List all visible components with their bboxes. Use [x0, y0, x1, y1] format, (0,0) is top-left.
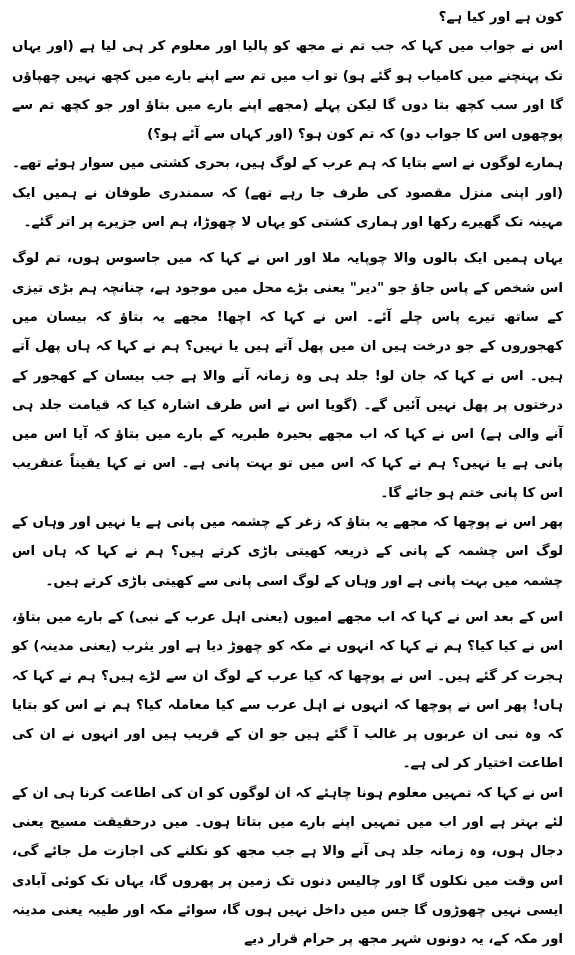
- paragraph-our-people: ہمارے لوگوں نے اسے بتایا کہ ہم عرب کے لوگ ہیں، بحری کشتی میں سوار ہوئے تھے۔ (اور اپنی منزل مقصود کی طرف جا رہے تھے) کہ سمندری طوفان نے ہمیں ایک مہینہ تک گھیرے رکھا اور ہماری کشتی کو یہاں لا چھوڑا، ہم اس جزیرے پر اتر گئے۔: [12, 156, 563, 231]
- paragraph-zughar-spring: پھر اس نے پوچھا کہ مجھے یہ بتاؤ کہ زغر کے چشمہ میں پانی ہے یا نہیں اور وہاں کے لوگ اس چشمہ کے پانی کے ذریعہ کھیتی باڑی کرتے ہیں؟ ہم نے کہا کہ ہاں اس چشمہ میں بہت پانی ہے اور وہاں کے لوگ اسی پانی سے کھیتی باڑی کرتے ہیں۔: [12, 515, 563, 589]
- paragraph-reply: اس نے جواب میں کہا کہ جب تم نے مجھ کو پالیا اور معلوم کر ہی لیا ہے (اور یہاں تک پہنچنے میں کامیاب ہو گئے ہو) تو اب میں تم سے اپنے بارے میں کچھ نہیں چھپاؤں گا اور سب کچھ بتا دوں گا لیکن پہلے (مجھے اپنے بارے میں بتاؤ اور جو کچھ تم سے پوچھوں اس کا جواب دو) کہ تم کون ہو؟ (اور کہاں سے آئے ہو؟): [12, 39, 563, 143]
- paragraph-prophet: اس کے بعد اس نے کہا کہ اب مجھے امیوں (یعنی اہل عرب کے نبی) کے بارے میں بتاؤ، اس نے کیا کیا؟ ہم نے کہا کہ انہوں نے مکہ کو چھوڑ دیا ہے اور یثرب (یعنی مدینہ) کو ہجرت کر گئے ہیں۔ اس نے پوچھا کہ کیا عرب کے لوگ ان سے لڑے ہیں؟ ہم نے کہا کہ ہاں! پھر اس نے پوچھا کہ انہوں نے اہل عرب سے کیا معاملہ کیا؟ ہم نے اس کو بتایا کہ وہ نبی ان عربوں پر غالب آ گئے ہیں جو ان کے قریب ہیں اور انہوں نے ان کی اطاعت اختیار کر لی ہے۔: [12, 609, 563, 772]
- paragraph-question: کون ہے اور کیا ہے؟: [438, 10, 563, 25]
- paragraph-beast: یہاں ہمیں ایک بالوں والا چوپایہ ملا اور اس نے کہا کہ میں جاسوس ہوں، تم لوگ اس شخص کے پاس جاؤ جو "دیر" یعنی بڑے محل میں موجود ہے، چنانچہ ہم بڑی تیزی کے ساتھ تیرے پاس چلے آئے۔ اس نے کہا کہ اچھا! مجھے یہ بتاؤ کہ بیسان میں کھجوروں کے جو درخت ہیں ان میں پھل آتے ہیں یا نہیں؟ ہم نے کہا کہ ہاں پھل آتے ہیں۔ اس نے کہا کہ جان لو! جلد ہی وہ زمانہ آنے والا ہے جب بیسان کے کھجور کے درختوں پر پھل نہیں آئیں گے۔ (گویا اس نے اس طرف اشارہ کیا کہ قیامت جلد ہی آنے والی ہے) اس نے کہا کہ اب مجھے بحیرہ طبریہ کے بارے میں بتاؤ کہ آیا اس میں پانی ہے یا نہیں؟ ہم نے کہا کہ اس میں تو بہت پانی ہے۔ اس نے کہا یقیناً عنقریب اس کا پانی ختم ہو جائے گا۔: [12, 251, 563, 501]
- paragraph-dajjal: اس نے کہا کہ تمہیں معلوم ہونا چاہئے کہ ان لوگوں کو ان کی اطاعت کرنا ہی ان کے لئے بہتر ہے اور اب میں تمہیں اپنے بارے میں بتاتا ہوں۔ میں درحقیقت مسیح یعنی دجال ہوں، وہ زمانہ جلد ہی آنے والا ہے جب مجھ کو نکلنے کی اجازت مل جائے گی، اس وقت میں نکلوں گا اور چالیس دنوں تک زمین پر پھروں گا، یہاں تک کوئی آبادی ایسی نہیں چھوڑوں گا جس میں داخل نہیں ہوں گا، سوائے مکہ اور طیبہ یعنی مدینہ اور مکہ کے، یہ دونوں شہر مجھ پر حرام قرار دیے: [12, 785, 563, 948]
